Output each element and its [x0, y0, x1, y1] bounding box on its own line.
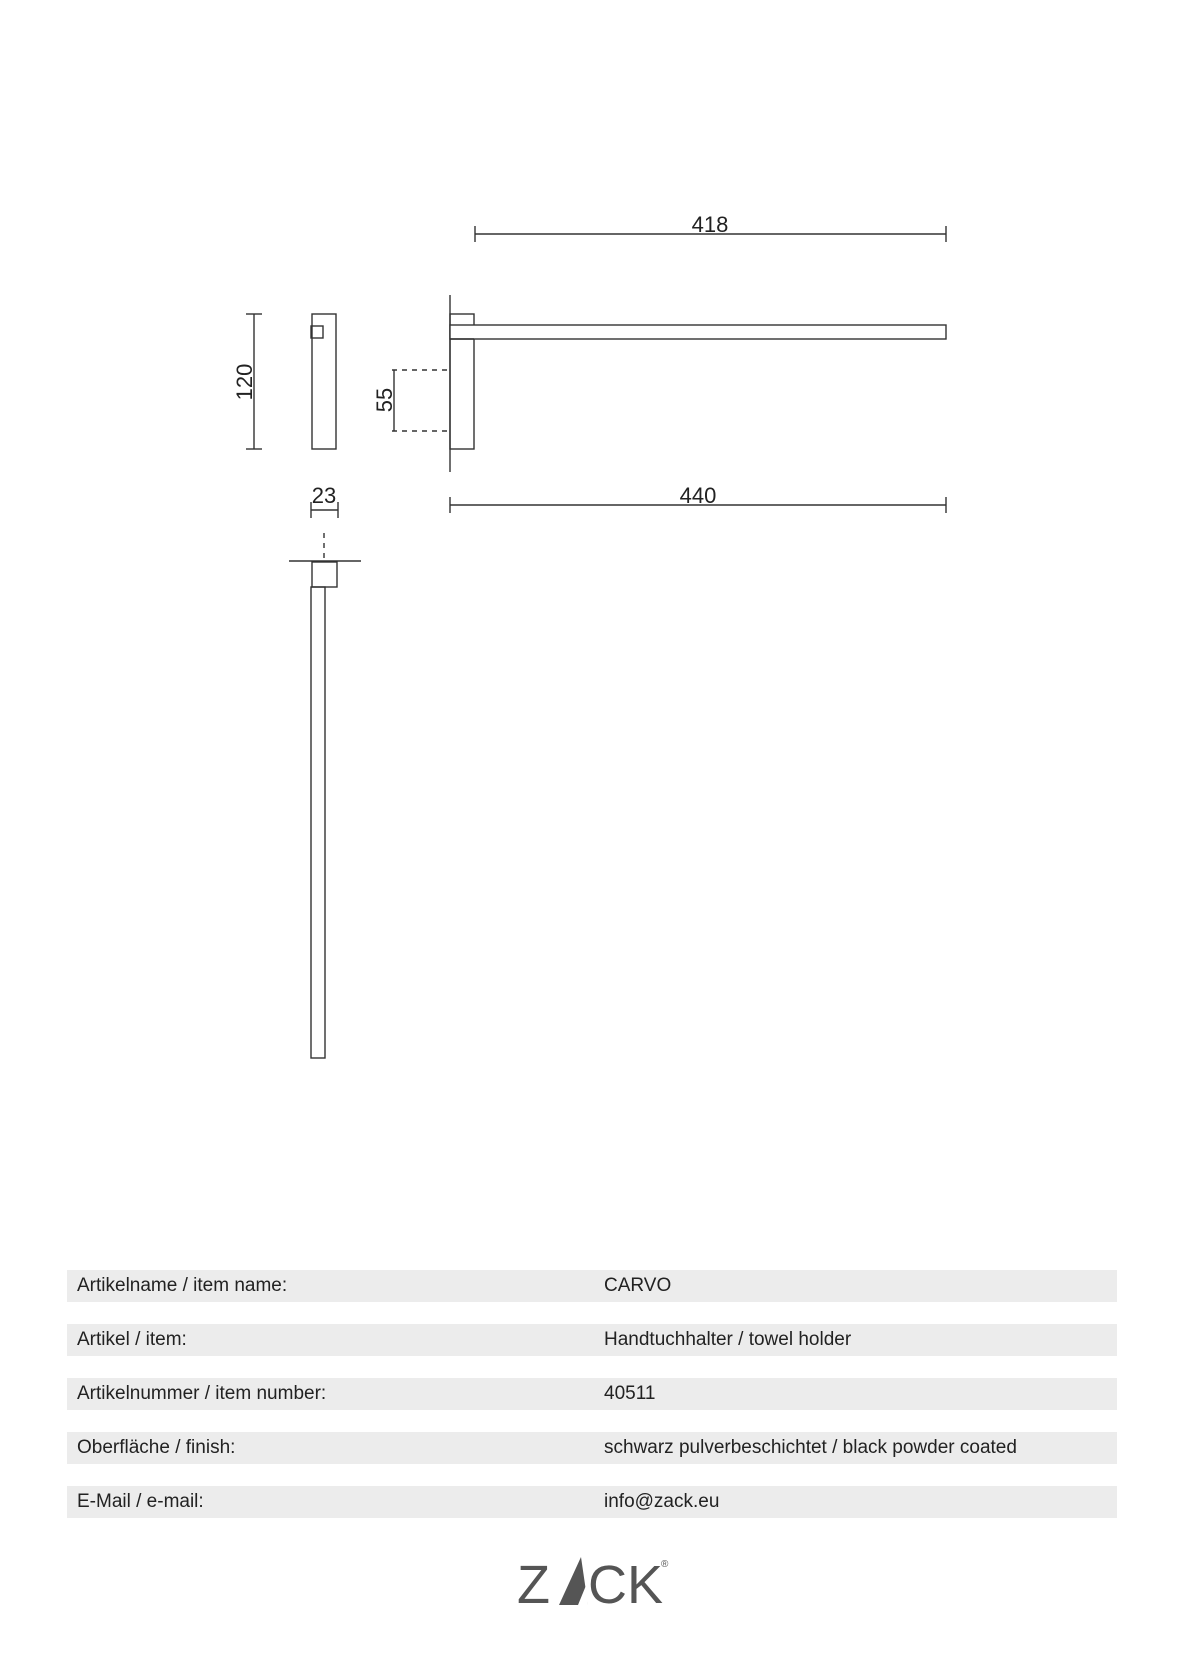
dimension-label-440: 440 [679, 483, 717, 508]
dimension-label-418: 418 [691, 212, 729, 237]
spec-row-email [67, 1486, 1117, 1518]
spec-value: info@zack.eu [604, 1491, 720, 1512]
spec-label: E-Mail / e-mail: [77, 1491, 204, 1512]
spec-value: CARVO [604, 1275, 672, 1296]
spec-table [67, 1270, 1117, 1540]
dimension-label-120: 120 [232, 363, 257, 401]
zack-logo [515, 1545, 675, 1615]
top-view [289, 533, 361, 1058]
front-view [392, 295, 946, 472]
dimension-label-55: 55 [372, 387, 397, 413]
spec-row-finish [67, 1432, 1117, 1464]
spec-label: Artikelname / item name: [77, 1275, 288, 1296]
spec-row-item-name [67, 1270, 1117, 1302]
logo-text-ck: CK [588, 1555, 664, 1615]
spec-value: 40511 [604, 1383, 656, 1404]
spec-row-item [67, 1324, 1117, 1356]
spec-value: schwarz pulverbeschichtet / black powder coated [604, 1437, 1017, 1458]
dimension-label-23: 23 [311, 483, 337, 508]
spec-label: Artikelnummer / item number: [77, 1383, 327, 1404]
spec-label: Artikel / item: [77, 1329, 187, 1350]
spec-label: Oberfläche / finish: [77, 1437, 236, 1458]
side-view [311, 314, 336, 449]
spec-row-item-number [67, 1378, 1117, 1410]
spec-value: Handtuchhalter / towel holder [604, 1329, 852, 1350]
logo-text-z: Z [517, 1555, 550, 1615]
logo-registered-mark: ® [661, 1559, 669, 1570]
